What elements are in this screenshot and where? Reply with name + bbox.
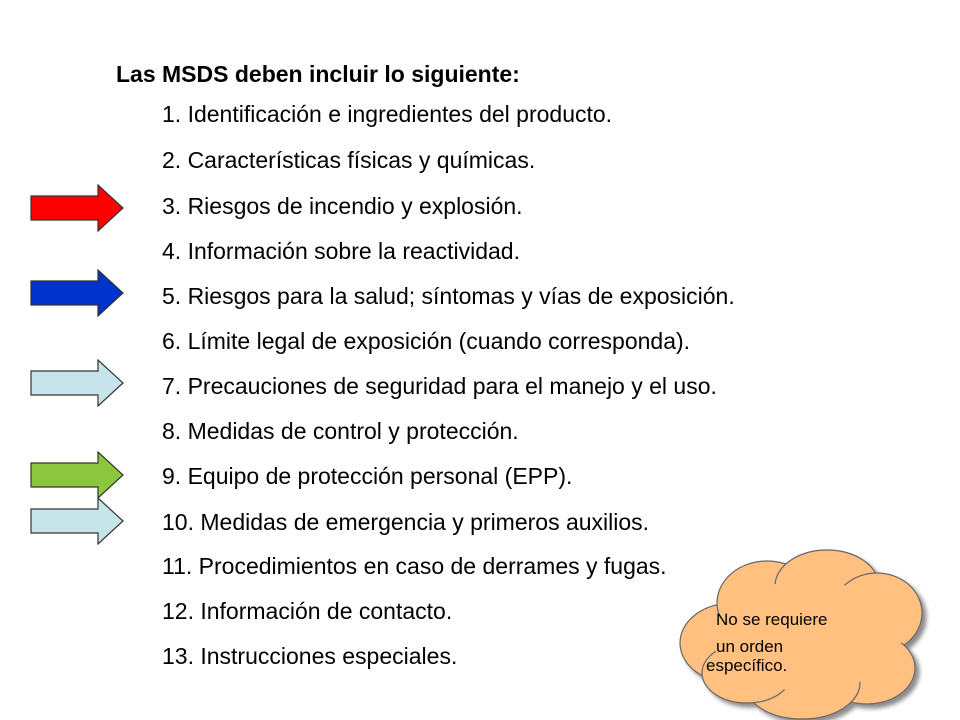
cloud-text-line-2: un orden [716,637,784,656]
green-arrow-icon [30,451,124,499]
red-arrow-icon [30,184,124,232]
list-item-8: 8. Medidas de control y protección. [162,418,519,444]
list-item-12: 12. Información de contacto. [162,598,453,624]
slide-heading: Las MSDS deben incluir lo siguiente: [116,61,520,87]
list-item-3: 3. Riesgos de incendio y explosión. [162,193,523,219]
cloud-icon [672,548,930,720]
list-item-10: 10. Medidas de emergencia y primeros auxilios. [162,509,650,535]
list-item-1: 1. Identificación e ingredientes del producto. [162,101,613,127]
list-item-6: 6. Límite legal de exposición (cuando corresponda). [162,328,691,354]
list-item-11: 11. Procedimientos en caso de derrames y fugas. [162,553,667,579]
list-item-5: 5. Riesgos para la salud; síntomas y vías de exposición. [162,283,735,309]
list-item-2: 2. Características físicas y químicas. [162,147,536,173]
blue-arrow-icon [30,269,124,317]
lightblue-arrow-icon [30,497,124,545]
list-item-7: 7. Precauciones de seguridad para el manejo y el uso. [162,373,717,399]
cloud-callout [672,548,930,720]
cloud-text-line-1: No se requiere [716,610,828,629]
lightblue-arrow-icon [30,359,124,407]
list-item-4: 4. Información sobre la reactividad. [162,238,520,264]
cloud-text-line-3: específico. [706,656,788,675]
list-item-9: 9. Equipo de protección personal (EPP). [162,463,573,489]
list-item-13: 13. Instrucciones especiales. [162,643,458,669]
